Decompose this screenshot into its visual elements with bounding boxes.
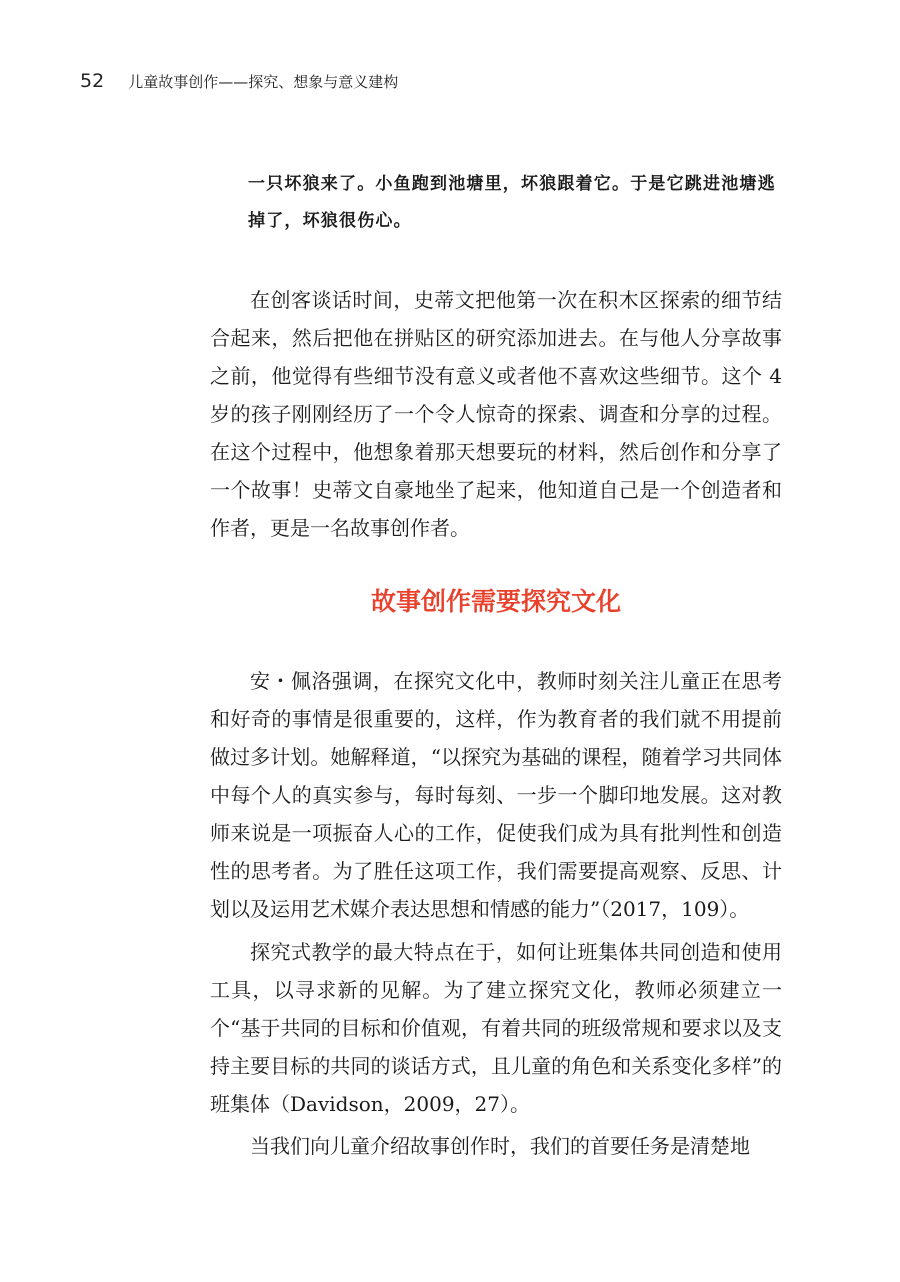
running-head — [80, 70, 398, 94]
section-heading: 故事创作需要探究文化 — [370, 587, 621, 616]
story-quote: 一只坏狼来了。小鱼跑到池塘里，坏狼跟着它。于是它跳进池塘逃掉了，坏狼很伤心。 — [248, 174, 776, 231]
body-paragraph: 当我们向儿童介绍故事创作时，我们的首要任务是清楚地 — [250, 1134, 750, 1158]
body-paragraph: 在创客谈话时间，史蒂文把他第一次在积木区探索的细节结合起来，然后把他在拼贴区的研究添加进去。在与他人分享故事之前，他觉得有些细节没有意义或者他不喜欢这些细节。这个 4 岁的孩子刚刚经历了一个令人惊奇的探索、调查和分享的过程。在这个过程中，他想象着那天想要玩的材料，然后创作和分享了一个故事！史蒂文自豪地坐了起来，他知道自己是一个创造者和作者，更是一名故事创作者。 — [210, 288, 782, 540]
body-paragraph: 安・佩洛强调，在探究文化中，教师时刻关注儿童正在思考和好奇的事情是很重要的，这样，作为教育者的我们就不用提前做过多计划。她解释道，“以探究为基础的课程，随着学习共同体中每个人的真实参与，每时每刻、一步一个脚印地发展。这对教师来说是一项振奋人心的工作，促使我们成为具有批判性和创造性的思考者。为了胜任这项工作，我们需要提高观察、反思、计划以及运用艺术媒介表达思想和情感的能力”（2017，109）。 — [210, 669, 782, 921]
page-number: 52 — [80, 70, 105, 92]
book-title: 儿童故事创作——探究、想象与意义建构 — [128, 73, 399, 91]
body-paragraph: 探究式教学的最大特点在于，如何让班集体共同创造和使用工具，以寻求新的见解。为了建立探究文化，教师必须建立一个“基于共同的目标和价值观，有着共同的班级常规和要求以及支持主要目标的共同的谈话方式，且儿童的角色和关系变化多样”的班集体（Davidson，2009，27）。 — [210, 940, 782, 1116]
